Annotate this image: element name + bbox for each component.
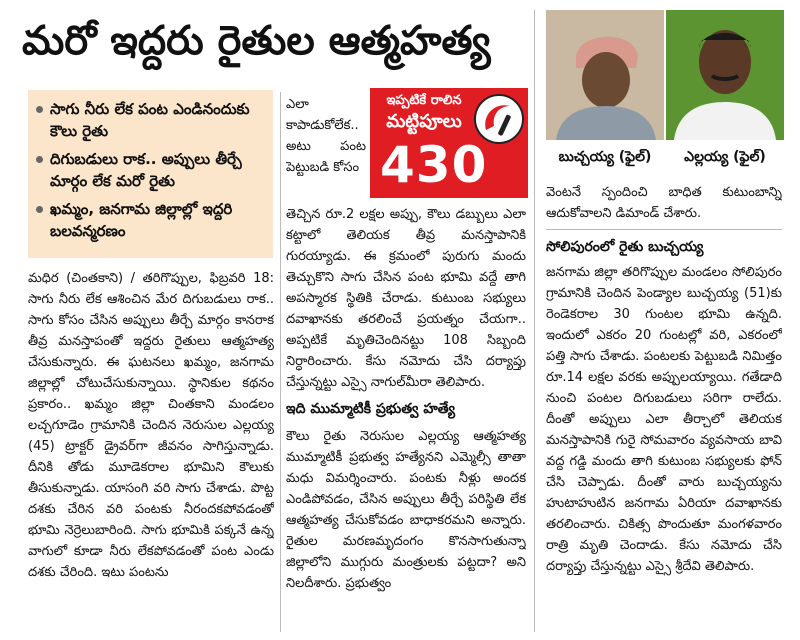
badge-caption-line1: ఇప్పటికే రాలిన bbox=[386, 93, 462, 108]
badge-caption bbox=[376, 92, 472, 134]
column-1-paragraph: మధిర (చింతకాని) / తరిగొప్పుల, ఫిబ్రవరి 18: సాగు నీరు లేక ఆశించిన మేర దిగుబడులు రాక.. సాగు కోసం చేసిన అప్పులు తీర్చే మార్గం కానరాక తీవ్ర మనస్తాపంతో ఇద్దరు రైతులు ఆత్మహత్య చేసుకున్నారు. ఈ ఘటనలు ఖమ్మం, జనగామ జిల్లాల్లో చోటుచేసుకున్నాయి. స్థానికుల కథనం ప్రకారం.. ఖమ్మం జిల్లా చింతకాని మండలం లచ్చగూడెం గ్రామానికి చెందిన నెరుసుల ఎల్లయ్య (45) ట్రాక్టర్ డ్రైవర్‌గా జీవనం సాగిస్తున్నాడు. దీనికి తోడు మూడెకరాల భూమిని కౌలుకు తీసుకున్నాడు. యాసంగి వరి సాగు చేశాడు. పొట్ట దశకు చేరిన వరి పంటకు నీరందకపోవడంతో భూమి నెర్రెలుబారింది. సాగు భూమికి పక్కనే ఉన్న వాగులో కూడా నీరు లేకపోవడంతో పంట ఎండు దశకు చేరింది. ఇటు పంటను bbox=[28, 271, 274, 580]
death-count-badge bbox=[370, 88, 528, 198]
column-1-text bbox=[28, 268, 274, 632]
summary-item: ఖమ్మం, జనగామ జిల్లాల్లో ఇద్దరి బలవన్మరణం bbox=[34, 198, 265, 242]
summary-item: సాగు నీరు లేక పంట ఎండినందుకు కౌలు రైతు bbox=[34, 98, 265, 142]
farmer-photo-buchaiah bbox=[546, 10, 664, 140]
column-3-top-paragraph: వెంటనే స్పందించి బాధిత కుటుంబాన్ని ఆదుకోవాలని డిమాండ్ చేశారు. bbox=[546, 185, 782, 221]
farmer-photo-yellaiah bbox=[666, 10, 784, 140]
column-3-top-text bbox=[546, 182, 782, 228]
column-3-subhead: సోలిపురంలో రైతు బుచ్చయ్య bbox=[546, 239, 704, 255]
badge-caption-line2: మట్టిపూలు bbox=[386, 111, 462, 132]
person-portrait-icon bbox=[546, 10, 664, 140]
column-2-text bbox=[286, 204, 526, 632]
headline: మరో ఇద్దరు రైతుల ఆత్మహత్య bbox=[22, 18, 491, 64]
photo-caption-right: ఎల్లయ్య (ఫైల్) bbox=[684, 149, 766, 165]
section-divider bbox=[546, 229, 782, 230]
summary-box bbox=[28, 90, 273, 258]
column-3-paragraph: జనగామ జిల్లా తరిగొప్పుల మండలం సోలిపురం గ్రామానికి చెందిన పెండ్యాల బుచ్చయ్య (51)కు రెండెకరాల 30 గుంటల భూమి ఉన్నది. ఇందులో ఎకరం 20 గుంటల్లో వరి, ఎకరంలో పత్తి సాగు చేశాడు. పంటలకు పెట్టుబడి నిమిత్తం రూ.14 లక్షల వరకు అప్పులయ్యాయి. గతేడాది నుంచి పంటల దిగుబడులు సరిగా రాలేదు. దీంతో అప్పులు ఎలా తీర్చాలో తెలియక మనస్తాపానికి గురై సోమవారం వ్యవసాయ బావి వద్ద గడ్డి మందు తాగి కుటుంబ సభ్యులకు ఫోన్ చేసి చెప్పాడు. దీంతో వారు బుచ్చయ్యను హుటాహుటిన జనగామ ఏరియా దవాఖానకు తరలించారు. చికిత్స పొందుతూ మంగళవారం రాత్రి మృతి చెందాడు. కేసు నమోదు చేసి దర్యాప్తు చేస్తున్నట్టు ఎస్సై శ్రీదేవి తెలిపారు. bbox=[546, 265, 782, 574]
person-portrait-icon bbox=[666, 10, 784, 140]
column-2-paragraph: తెచ్చిన రూ.2 లక్షల అప్పు, కౌలు డబ్బులు ఎలా కట్టాలో తెలియక తీవ్ర మనస్తాపానికి గురయ్యాడు. ఈ క్రమంలో పురుగు మందు తెచ్చుకొని సాగు చేసిన పంట భూమి వద్దే తాగి అపస్మారక స్థితికి చేరాడు. కుటుంబ సభ్యులు దవాఖానకు తరలించే ప్రయత్నం చేయగా.. అప్పటికే మృతిచెందినట్టు 108 సిబ్బంది నిర్ధారించారు. కేసు నమోదు చేసి దర్యాప్తు చేస్తున్నట్టు ఎస్సై నాగుల్‌మీరా తెలిపారు. bbox=[286, 207, 526, 390]
column-2-paragraph: కౌలు రైతు నెరుసుల ఎల్లయ్య ఆత్మహత్య ముమ్మాటికీ ప్రభుత్వ హత్యేనని ఎమ్మెల్సీ తాతా మధు విమర్శించారు. పంటకు నీళ్లు అందక ఎండిపోవడం, చేసిన అప్పులు తీర్చే పరిస్థితి లేక ఆత్మహత్య చేసుకోవడం బాధాకరమని అన్నారు. రైతుల మరణమృదంగం కొనసాగుతున్నా జిల్లాలోని ముగ్గురు మంత్రులకు పట్టదా? అని నిలదీశారు. ప్రభుత్వం bbox=[286, 429, 526, 591]
summary-list bbox=[34, 98, 265, 242]
column-divider bbox=[534, 10, 535, 632]
summary-item: దిగుబడులు రాక.. అప్పులు తీర్చే మార్గం లేక మరో రైతు bbox=[34, 148, 265, 192]
column-2-top-text bbox=[286, 94, 366, 204]
sickle-emblem-icon bbox=[472, 92, 526, 146]
photo-caption-left: బుచ్చయ్య (ఫైల్) bbox=[558, 149, 652, 165]
column-2-top-paragraph: ఎలా కాపాడుకోలేక.. అటు పంట పెట్టుబడి కోసం bbox=[286, 97, 366, 175]
column-2-subhead: ఇది ముమ్మాటికీ ప్రభుత్వ హత్యే bbox=[286, 401, 456, 417]
badge-count: 430 bbox=[380, 136, 488, 194]
column-divider bbox=[280, 92, 281, 632]
column-3-text bbox=[546, 262, 782, 632]
